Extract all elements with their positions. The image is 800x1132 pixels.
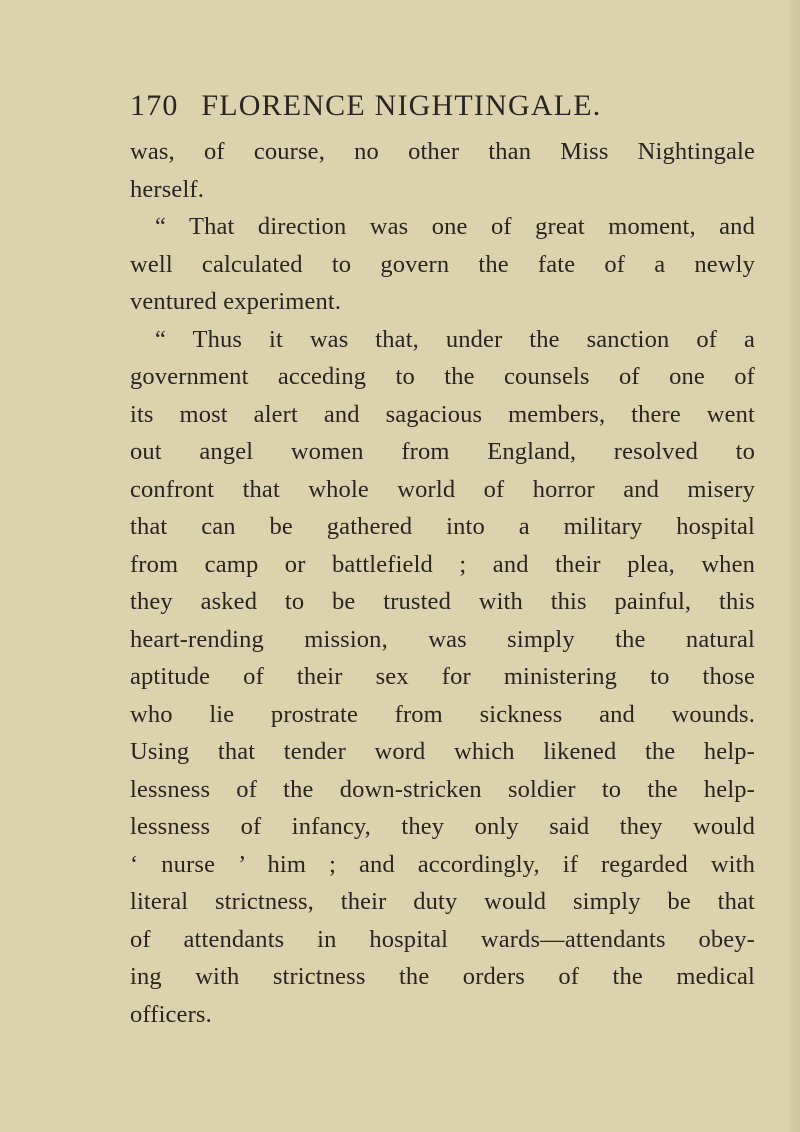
text-line: ing with strictness the orders of the medical xyxy=(130,963,755,990)
text-line: out angel women from England, resolved to xyxy=(130,438,755,465)
text-line: that can be gathered into a military hospital xyxy=(130,513,755,540)
text-line: who lie prostrate from sickness and wounds. xyxy=(130,700,755,728)
text-line: lessness of the down-stricken soldier to the help- xyxy=(130,775,755,803)
running-header xyxy=(130,86,685,126)
running-title: FLORENCE NIGHTINGALE. xyxy=(201,89,602,122)
text-line: “ That direction was one of great moment, and xyxy=(155,213,755,240)
text-line: officers. xyxy=(130,1000,212,1028)
text-line: its most alert and sagacious members, there went xyxy=(130,400,755,428)
body-text xyxy=(130,133,755,1033)
text-line: from camp or battlefield ; and their plea, when xyxy=(130,550,755,578)
text-line: lessness of infancy, they only said they would xyxy=(130,813,755,840)
text-line: ‘ nurse ’ him ; and accordingly, if regarded with xyxy=(130,850,755,878)
text-line: heart-rending mission, was simply the natural xyxy=(130,625,755,653)
page-number: 170 xyxy=(130,89,179,122)
text-line: literal strictness, their duty would simply be that xyxy=(130,888,755,915)
text-line: confront that whole world of horror and misery xyxy=(130,475,755,503)
text-line: aptitude of their sex for ministering to those xyxy=(130,663,755,690)
text-line: ventured experiment. xyxy=(130,288,342,315)
text-line: Using that tender word which likened the help- xyxy=(130,738,755,765)
text-line: well calculated to govern the fate of a newly xyxy=(130,250,755,278)
text-line: was, of course, no other than Miss Nightingale xyxy=(130,138,755,165)
page-edge xyxy=(790,0,800,1132)
text-line: of attendants in hospital wards—attendants obey- xyxy=(130,925,755,953)
text-line: they asked to be trusted with this painful, this xyxy=(130,588,755,615)
text-line: “ Thus it was that, under the sanction of a xyxy=(155,325,755,353)
text-line: herself. xyxy=(130,175,204,203)
text-line: government acceding to the counsels of one of xyxy=(130,363,755,390)
